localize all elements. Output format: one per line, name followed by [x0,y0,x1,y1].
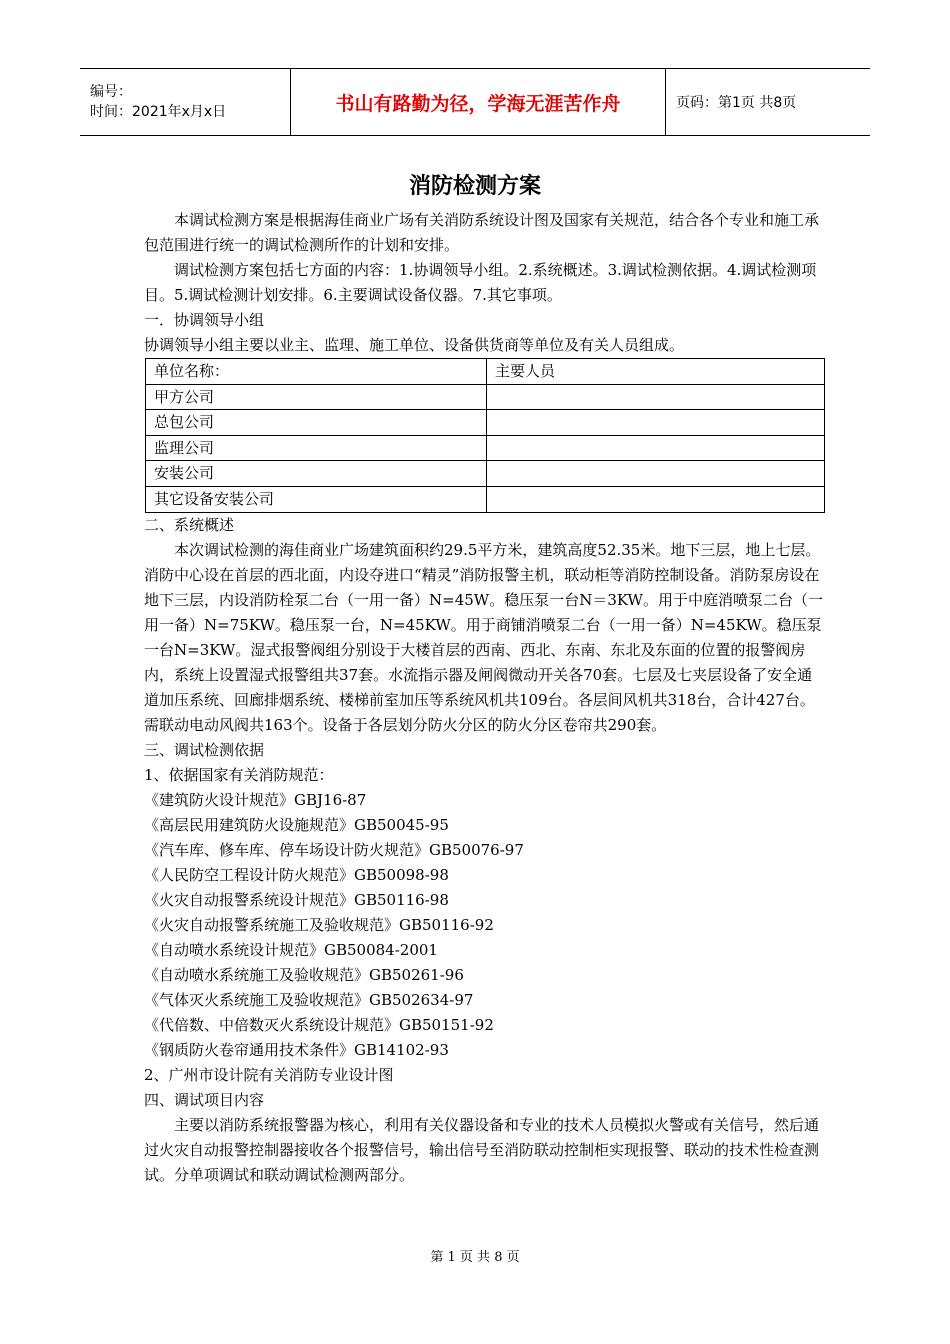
table-cell: 安装公司 [146,461,487,487]
header-motto: 书山有路勤为径，学海无涯苦作舟 [291,69,666,136]
subsection-heading: 1、依据国家有关消防规范： [144,765,334,784]
norm-item: 《汽车库、修车库、停车场设计防火规范》GB50076-97 [144,840,524,859]
table-row [146,410,825,436]
table-header-row [146,359,825,385]
table-cell: 总包公司 [146,410,487,436]
table-cell [487,410,825,436]
section-heading: 三、调试检测依据 [144,740,265,759]
section-heading: 一．协调领导小组 [144,311,265,329]
table-row [146,461,825,487]
norm-item: 《自动喷水系统设计规范》GB50084-2001 [144,940,438,959]
table-cell: 甲方公司 [146,384,487,410]
document-number-label: 编号： [90,84,132,100]
section-paragraph: 协调领导小组主要以业主、监理、施工单位、设备供货商等单位及有关人员组成。 [144,336,685,354]
norm-item: 《火灾自动报警系统施工及验收规范》GB50116-92 [144,915,494,934]
header-meta [80,69,291,136]
page-footer: 第 1 页 共 8 页 [430,1250,520,1265]
table-row [146,435,825,461]
intro-paragraph: 调试检测方案包括七方面的内容：1.协调领导小组。2.系统概述。3.调试检测依据。4.调试检测项目。5.调试检测计划安排。6.主要调试设备仪器。7.其它事项。 [144,261,817,304]
norm-item: 《人民防空工程设计防火规范》GB50098-98 [144,865,449,884]
norm-item: 《自动喷水系统施工及验收规范》GB50261-96 [144,965,464,984]
document-title: 消防检测方案 [408,174,541,199]
leadership-table [145,358,825,513]
norm-item: 《火灾自动报警系统设计规范》GB50116-98 [144,890,449,909]
table-cell [487,435,825,461]
norm-item: 《钢质防火卷帘通用技术条件》GB14102-93 [144,1040,449,1059]
table-row [146,384,825,410]
section-heading: 二、系统概述 [144,515,235,534]
header-page-info: 页码：第1页 共8页 [666,69,871,136]
table-row [146,486,825,512]
section-heading: 四、调试项目内容 [144,1090,265,1109]
document-body [144,208,826,1188]
table-cell: 监理公司 [146,435,487,461]
norm-item: 《建筑防火设计规范》GBJ16-87 [144,790,367,809]
section-paragraph: 本次调试检测的海佳商业广场建筑面积约29.5平方米，建筑高度52.35米。地下三层，地上七层。消防中心设在首层的西北面，内设夺进口“精灵”消防报警主机，联动柜等消防控制设备。消防泵房设在地下三层，内设消防栓泵二台（一用一备）N=45W。稳压泵一台N＝3KW。用于中庭消喷泵二台（一用一备）N=75KW。稳压泵一台，N=45KW。用于商铺消喷泵二台（一用一备）N=45KW。稳压泵一台N=3KW。湿式报警阀组分别设于大楼首层的西南、西北、东南、东北及东面的位置的报警阀房内，系统上设置湿式报警组共37套。水流指示器及闸阀微动开关各70套。七层及七夹层设备了安全通道加压系统、回廊排烟系统、楼梯前室加压等系统风机共109台。各层间风机共318台，合计427台。需联动电动风阀共163个。设备于各层划分防火分区的防火分区卷帘共290套。 [144,540,823,734]
norm-item: 《气体灭火系统施工及验收规范》GB502634-97 [144,990,474,1009]
norm-item: 《高层民用建筑防火设施规范》GB50045-95 [144,815,449,834]
section-paragraph: 主要以消防系统报警器为核心，利用有关仪器设备和专业的技术人员模拟火警或有关信号，然后通过火灾自动报警控制器接收各个报警信号，输出信号至消防联动控制柜实现报警、联动的技术性检查测试。分单项调试和联动调试检测两部分。 [144,1115,820,1184]
table-cell [487,384,825,410]
intro-paragraph: 本调试检测方案是根据海佳商业广场有关消防系统设计图及国家有关规范，结合各个专业和施工承包范围进行统一的调试检测所作的计划和安排。 [144,211,820,254]
table-cell [487,461,825,487]
document-time: 时间：2021年x月x日 [90,104,227,120]
subsection-heading: 2、广州市设计院有关消防专业设计图 [144,1065,394,1084]
table-header-cell: 单位名称： [146,359,487,385]
norm-item: 《代倍数、中倍数灭火系统设计规范》GB50151-92 [144,1015,494,1034]
table-header-cell: 主要人员 [487,359,825,385]
table-cell [487,486,825,512]
document-header [80,68,870,136]
table-cell: 其它设备安装公司 [146,486,487,512]
